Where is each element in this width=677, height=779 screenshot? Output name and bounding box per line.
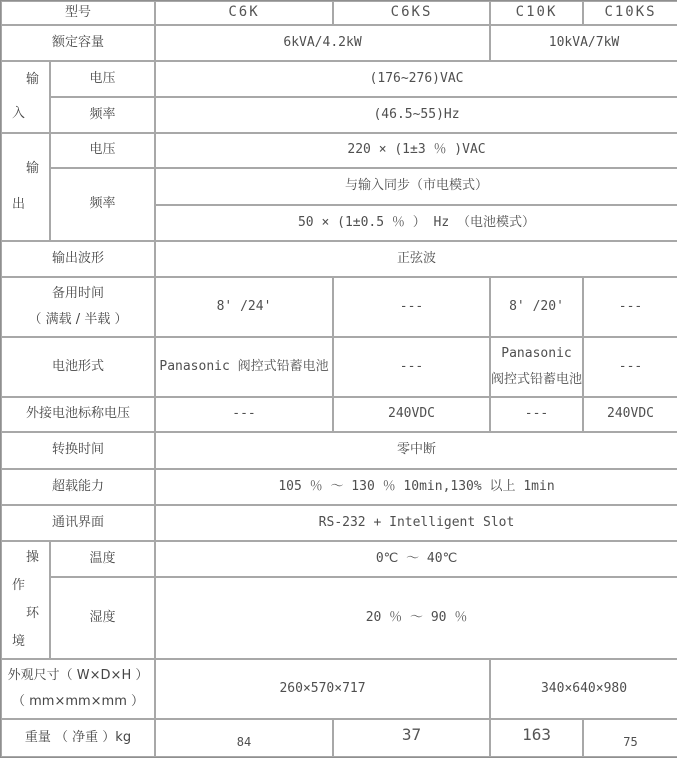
capacity-label: 额定容量 bbox=[1, 25, 155, 61]
waveform-value: 正弦波 bbox=[155, 241, 677, 277]
battery-type-c6ks: --- bbox=[333, 337, 490, 397]
input-group-label bbox=[1, 61, 50, 133]
weight-label: 重量 （ 净重 ）kg bbox=[1, 719, 155, 757]
model-c6k: C6K bbox=[155, 1, 333, 25]
row-transfer-time bbox=[1, 432, 677, 469]
environment-group-label bbox=[1, 541, 50, 659]
output-group-vertical-text: 输 出 bbox=[11, 161, 39, 212]
row-waveform bbox=[1, 241, 677, 277]
backup-time-c10k: 8' /20' bbox=[490, 277, 583, 337]
output-voltage-label: 电压 bbox=[50, 133, 155, 168]
communication-label: 通讯界面 bbox=[1, 505, 155, 541]
input-voltage-value: (176~276)VAC bbox=[155, 61, 677, 97]
transfer-time-label: 转换时间 bbox=[1, 432, 155, 469]
battery-type-label: 电池形式 bbox=[1, 337, 155, 397]
row-battery-type bbox=[1, 337, 677, 397]
capacity-6k: 6kVA/4.2kW bbox=[155, 25, 490, 61]
model-row-label: 型号 bbox=[1, 1, 155, 25]
dimensions-6k: 260×570×717 bbox=[155, 659, 490, 719]
row-output-voltage bbox=[1, 133, 677, 168]
weight-c10ks: 75 bbox=[583, 719, 677, 757]
output-frequency-sync-value: 与输入同步（市电模式） bbox=[155, 168, 677, 205]
overload-value: 105 ％ ～ 130 ％ 10min,130% 以上 1min bbox=[155, 469, 677, 505]
row-backup-time bbox=[1, 277, 677, 337]
humidity-value: 20 ％ ～ 90 ％ bbox=[155, 577, 677, 659]
environment-group-vertical-text: 操 作 环 境 bbox=[11, 550, 39, 649]
input-frequency-label: 频率 bbox=[50, 97, 155, 133]
humidity-label: 湿度 bbox=[50, 577, 155, 659]
row-ext-battery-voltage bbox=[1, 397, 677, 432]
row-input-frequency bbox=[1, 97, 677, 133]
waveform-label: 输出波形 bbox=[1, 241, 155, 277]
output-frequency-label: 频率 bbox=[50, 168, 155, 241]
weight-c10k: 163 bbox=[490, 719, 583, 757]
dimensions-label: 外观尺寸（ W×D×H ） （ mm×mm×mm ） bbox=[1, 659, 155, 719]
model-c10ks: C10KS bbox=[583, 1, 677, 25]
backup-time-c10ks: --- bbox=[583, 277, 677, 337]
model-c10k: C10K bbox=[490, 1, 583, 25]
temperature-label: 温度 bbox=[50, 541, 155, 577]
backup-time-c6k: 8' /24' bbox=[155, 277, 333, 337]
transfer-time-value: 零中断 bbox=[155, 432, 677, 469]
row-capacity bbox=[1, 25, 677, 61]
row-overload bbox=[1, 469, 677, 505]
row-dimensions bbox=[1, 659, 677, 719]
ext-battery-voltage-label: 外接电池标称电压 bbox=[1, 397, 155, 432]
backup-time-c6ks: --- bbox=[333, 277, 490, 337]
row-communication bbox=[1, 505, 677, 541]
output-voltage-value: 220 × (1±3 ％ )VAC bbox=[155, 133, 677, 168]
backup-time-label: 备用时间 （ 满载 / 半载 ） bbox=[1, 277, 155, 337]
overload-label: 超载能力 bbox=[1, 469, 155, 505]
input-voltage-label: 电压 bbox=[50, 61, 155, 97]
weight-c6k: 84 bbox=[155, 719, 333, 757]
row-environment-temperature bbox=[1, 541, 677, 577]
weight-c6ks: 37 bbox=[333, 719, 490, 757]
input-frequency-value: (46.5~55)Hz bbox=[155, 97, 677, 133]
input-group-vertical-text: 输 入 bbox=[11, 72, 39, 121]
battery-type-c6k: Panasonic 阀控式铅蓄电池 bbox=[155, 337, 333, 397]
output-group-label bbox=[1, 133, 50, 241]
output-frequency-battery-value: 50 × (1±0.5 ％ ） Hz （电池模式） bbox=[155, 205, 677, 241]
row-weight bbox=[1, 719, 677, 757]
model-c6ks: C6KS bbox=[333, 1, 490, 25]
row-input-voltage bbox=[1, 61, 677, 97]
ext-battery-c10ks: 240VDC bbox=[583, 397, 677, 432]
battery-type-c10k: Panasonic 阀控式铅蓄电池 bbox=[490, 337, 583, 397]
communication-value: RS-232 + Intelligent Slot bbox=[155, 505, 677, 541]
battery-type-c10ks: --- bbox=[583, 337, 677, 397]
dimensions-10k: 340×640×980 bbox=[490, 659, 677, 719]
row-model bbox=[1, 1, 677, 25]
ext-battery-c6k: --- bbox=[155, 397, 333, 432]
row-environment-humidity bbox=[1, 577, 677, 659]
ext-battery-c6ks: 240VDC bbox=[333, 397, 490, 432]
ext-battery-c10k: --- bbox=[490, 397, 583, 432]
temperature-value: 0℃ ～ 40℃ bbox=[155, 541, 677, 577]
capacity-10k: 10kVA/7kW bbox=[490, 25, 677, 61]
row-output-frequency-sync bbox=[1, 168, 677, 205]
